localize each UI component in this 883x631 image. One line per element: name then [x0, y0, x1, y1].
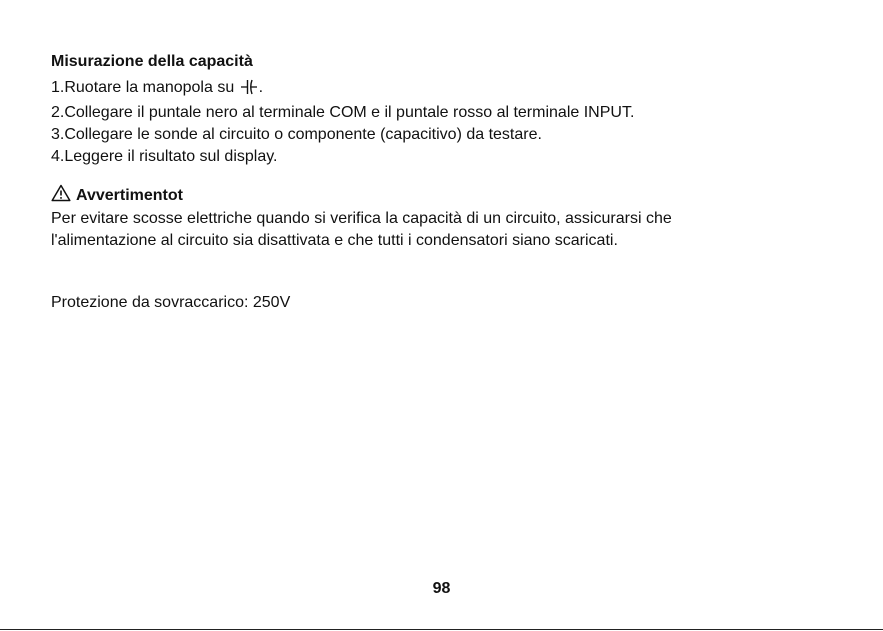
step-1 — [51, 77, 634, 102]
step-2: 2.Collegare il puntale nero al terminale COM e il puntale rosso al terminale INPUT. — [51, 104, 635, 121]
step-4: 4.Leggere il risultato sul display. — [51, 148, 278, 165]
steps-list — [51, 77, 634, 168]
warning-block — [51, 184, 851, 252]
warning-title: Avvertimentot — [76, 187, 183, 204]
warning-text — [51, 208, 851, 252]
section-title: Misurazione della capacità — [51, 53, 253, 70]
step-3: 3.Collegare le sonde al circuito o componente (capacitivo) da testare. — [51, 126, 542, 143]
warning-line-1: Per evitare scosse elettriche quando si verifica la capacità di un circuito, assicurarsi che — [51, 210, 672, 227]
overload-protection-text: Protezione da sovraccarico: 250V — [51, 294, 291, 311]
capacitor-symbol-icon — [241, 79, 259, 102]
warning-line-2: l'alimentazione al circuito sia disattivata e che tutti i condensatori siano scaricati. — [51, 232, 618, 249]
step-1-suffix: . — [258, 79, 264, 96]
step-1-text: 1.Ruotare la manopola su — [51, 79, 239, 96]
warning-triangle-icon — [51, 184, 71, 208]
warning-heading — [51, 184, 851, 208]
footer-divider — [0, 629, 883, 630]
page-number: 98 — [432, 580, 451, 597]
